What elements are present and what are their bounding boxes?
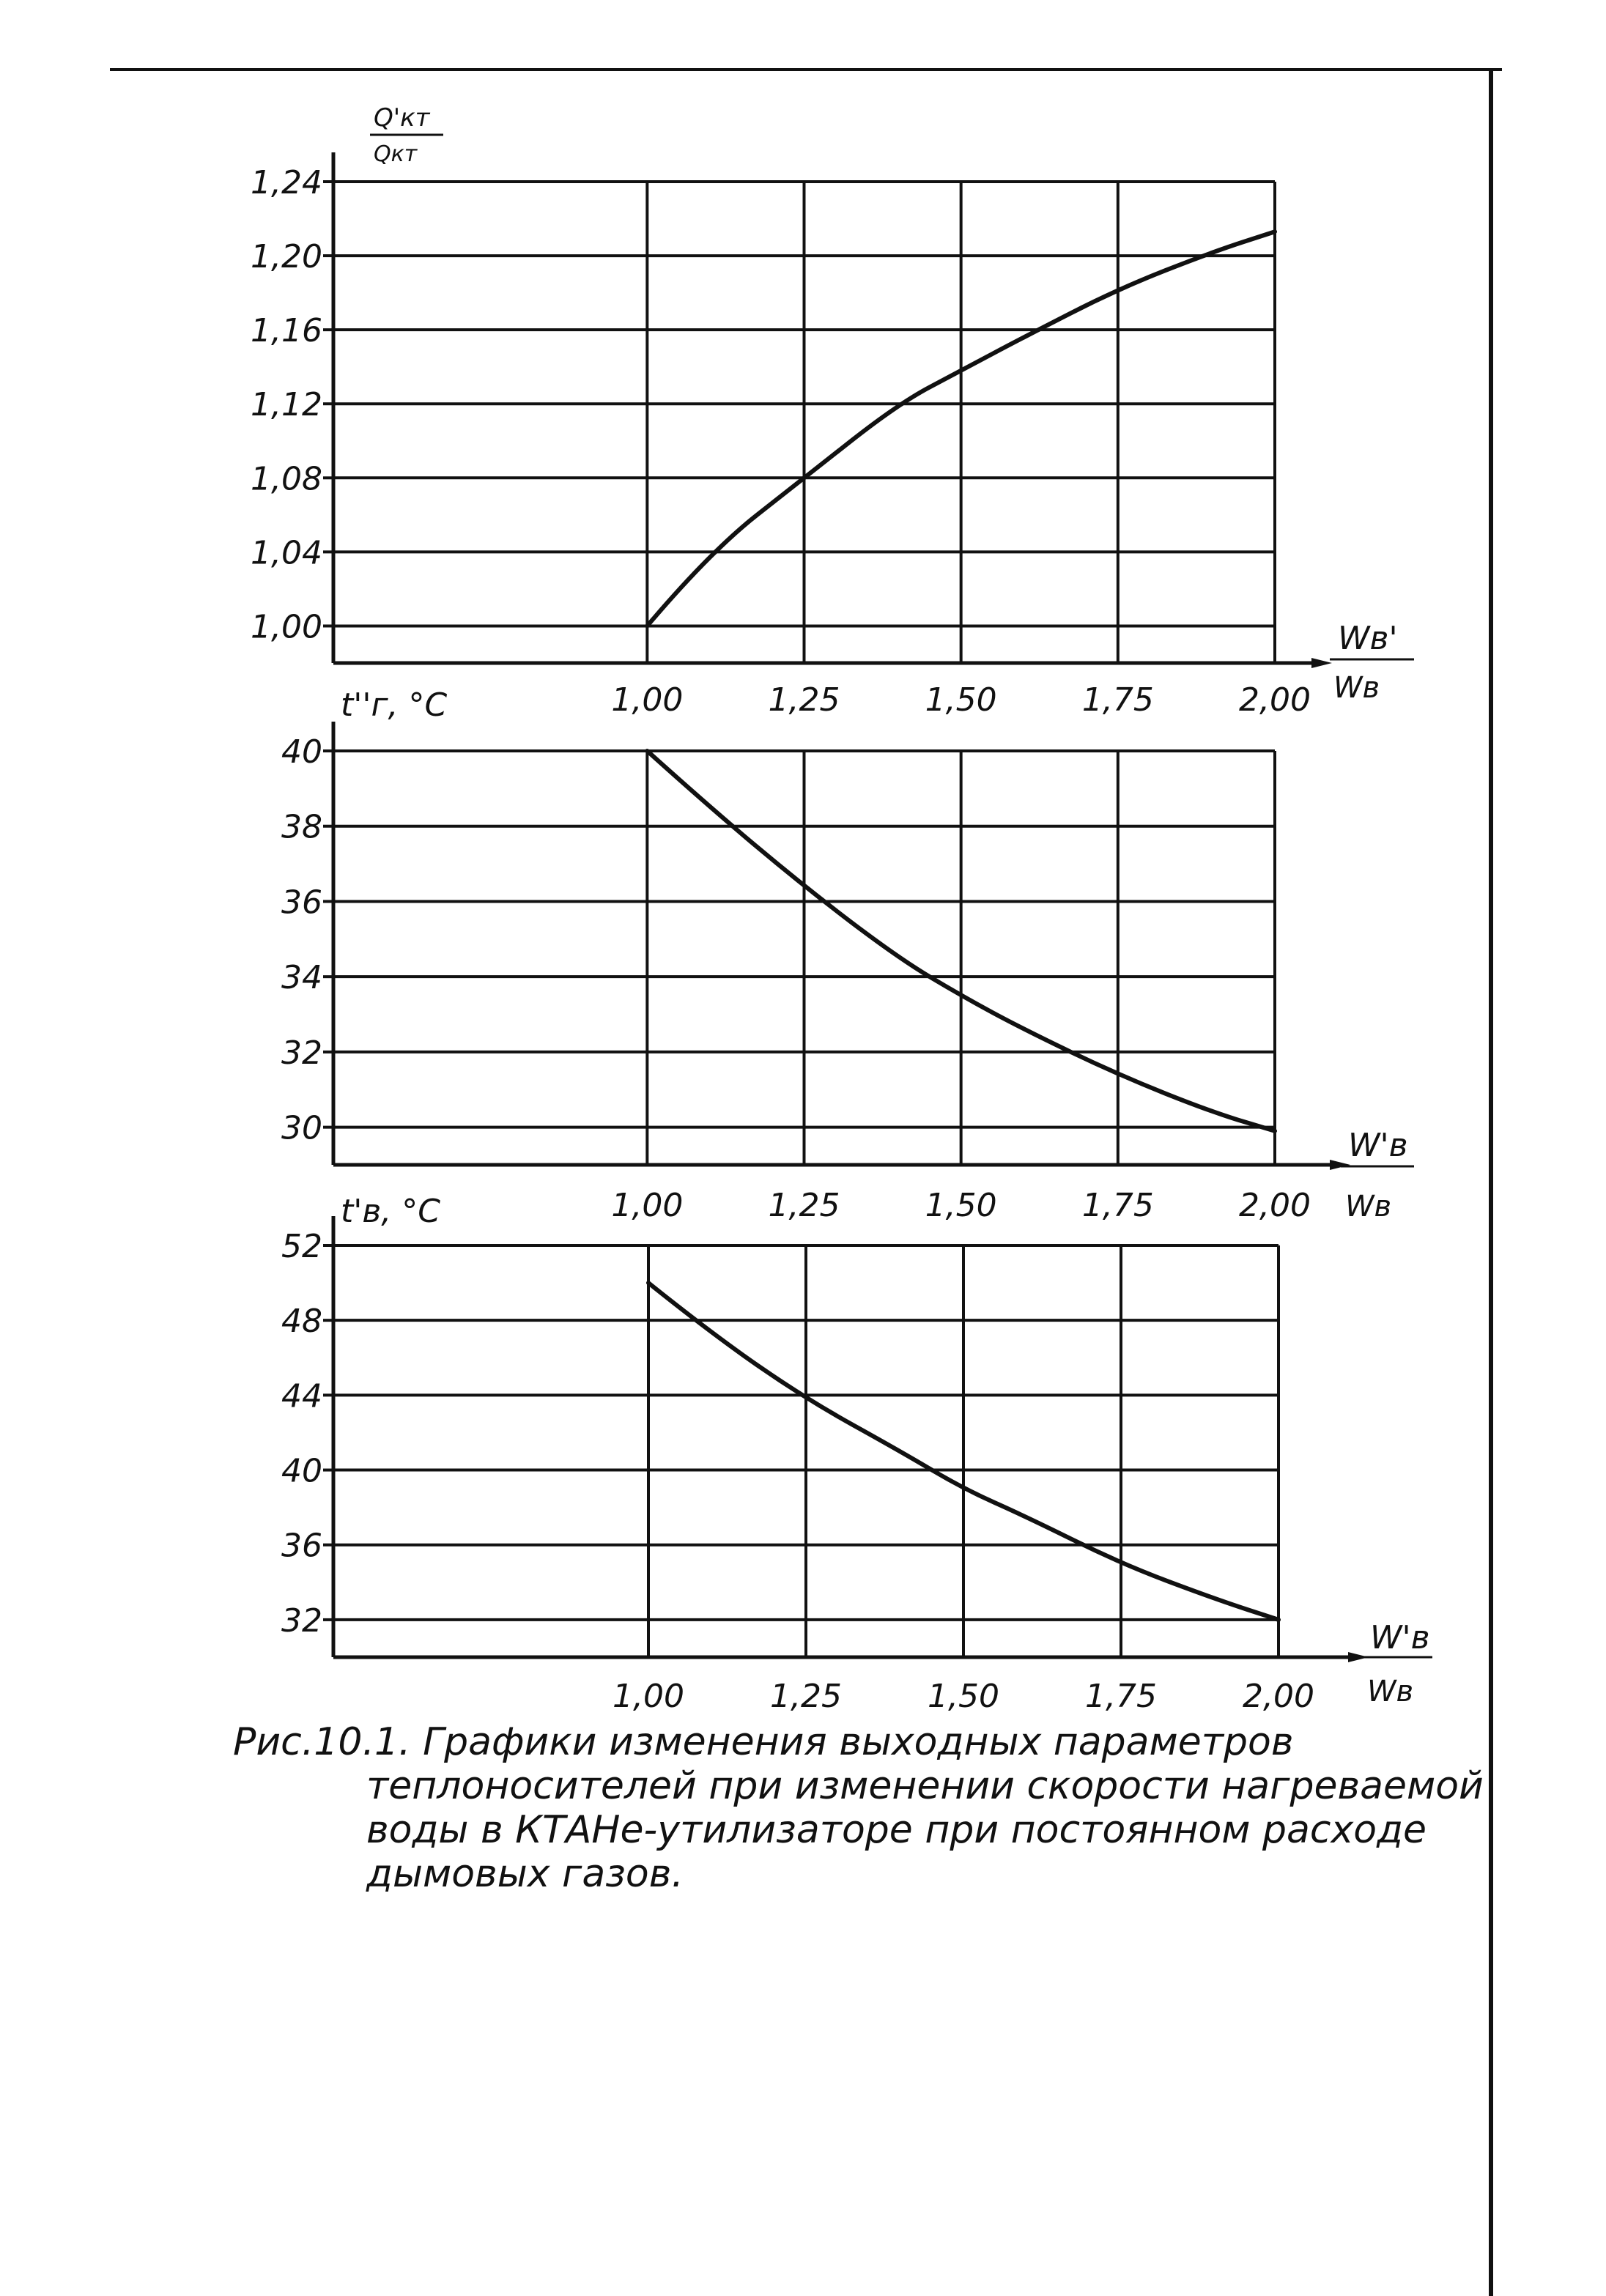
caption-line-1: Рис.10.1. Графики изменения выходных параметров [233, 1720, 1294, 1764]
chart-q-ratio-x-tick-label: 1,75 [1081, 681, 1154, 719]
chart-gas-temp-x-tick-label: 1,75 [1081, 1187, 1154, 1224]
caption-line-3: воды в КТАНе-утилизаторе при постоянном расходе [366, 1808, 1427, 1852]
chart-gas-temp-ylabel: t''г, °C [341, 686, 448, 724]
chart-q-ratio-x-tick-label: 1,25 [768, 681, 840, 719]
chart-gas-temp-y-tick-label: 34 [281, 959, 322, 997]
chart-gas-temp [281, 686, 1414, 1224]
chart-water-temp-y-tick-label: 44 [281, 1377, 322, 1415]
chart-water-temp-y-tick-label: 32 [281, 1601, 322, 1640]
chart-water-temp-x-tick-label: 1,75 [1085, 1678, 1157, 1715]
chart-water-temp-x-tick-label: 1,25 [770, 1678, 842, 1715]
chart-gas-temp-y-tick-label: 40 [281, 733, 322, 771]
chart-q-ratio-y-tick-label: 1,04 [251, 534, 322, 572]
chart-water-temp-y-tick-label: 52 [281, 1228, 322, 1265]
chart-gas-temp-xlabel-denominator: Wв [1345, 1190, 1392, 1223]
chart-gas-temp-x-tick-label: 2,00 [1239, 1187, 1311, 1224]
chart-water-temp-x-tick-label: 1,00 [613, 1678, 684, 1715]
chart-q-ratio-x-tick-label: 2,00 [1239, 681, 1311, 719]
chart-gas-temp-x-tick-label: 1,00 [611, 1187, 684, 1224]
chart-q-ratio-ylabel-denominator: Qкт [374, 141, 418, 167]
chart-q-ratio-xlabel-numerator: Wв' [1338, 620, 1398, 657]
figure-caption [233, 1720, 1484, 1896]
chart-gas-temp-y-tick-label: 30 [281, 1109, 322, 1147]
chart-q-ratio-x-tick-label: 1,50 [925, 681, 997, 719]
chart-water-temp-y-tick-label: 48 [281, 1303, 322, 1341]
chart-gas-temp-xlabel-numerator: W'в [1348, 1127, 1408, 1164]
chart-water-temp-y-tick-label: 36 [281, 1527, 322, 1565]
chart-gas-temp-y-tick-label: 36 [281, 884, 322, 922]
chart-q-ratio-y-tick-label: 1,12 [251, 386, 322, 424]
caption-line-2: теплоносителей при изменении скорости нагреваемой [366, 1764, 1484, 1808]
chart-water-temp-ylabel: t'в, °C [341, 1193, 440, 1230]
chart-q-ratio-y-tick-label: 1,00 [251, 608, 322, 646]
chart-gas-temp-x-tick-label: 1,50 [925, 1187, 997, 1224]
chart-q-ratio [251, 103, 1414, 719]
chart-water-temp-x-tick-label: 1,50 [928, 1678, 999, 1715]
chart-gas-temp-x-axis-arrow [1330, 1160, 1350, 1170]
chart-q-ratio-y-tick-label: 1,24 [251, 164, 322, 201]
chart-q-ratio-xlabel-denominator: Wв [1333, 671, 1380, 705]
chart-water-temp-xlabel-numerator: W'в [1370, 1619, 1430, 1656]
chart-water-temp-y-tick-label: 40 [281, 1452, 322, 1490]
chart-water-temp-x-tick-label: 2,00 [1243, 1678, 1314, 1715]
chart-water-temp [281, 1193, 1432, 1715]
chart-water-temp-xlabel-denominator: Wв [1367, 1675, 1414, 1708]
chart-water-temp-x-axis-arrow [1348, 1652, 1369, 1662]
chart-gas-temp-y-tick-label: 38 [281, 808, 322, 846]
chart-q-ratio-x-tick-label: 1,00 [611, 681, 684, 719]
chart-q-ratio-y-tick-label: 1,20 [251, 238, 322, 276]
chart-q-ratio-y-tick-label: 1,16 [251, 312, 322, 350]
chart-q-ratio-ylabel-numerator: Q'кт [374, 103, 430, 133]
chart-q-ratio-y-tick-label: 1,08 [251, 460, 322, 498]
caption-line-4: дымовых газов. [366, 1852, 684, 1896]
chart-gas-temp-y-tick-label: 32 [281, 1034, 322, 1072]
chart-q-ratio-x-axis-arrow [1311, 658, 1332, 668]
chart-gas-temp-x-tick-label: 1,25 [768, 1187, 840, 1224]
